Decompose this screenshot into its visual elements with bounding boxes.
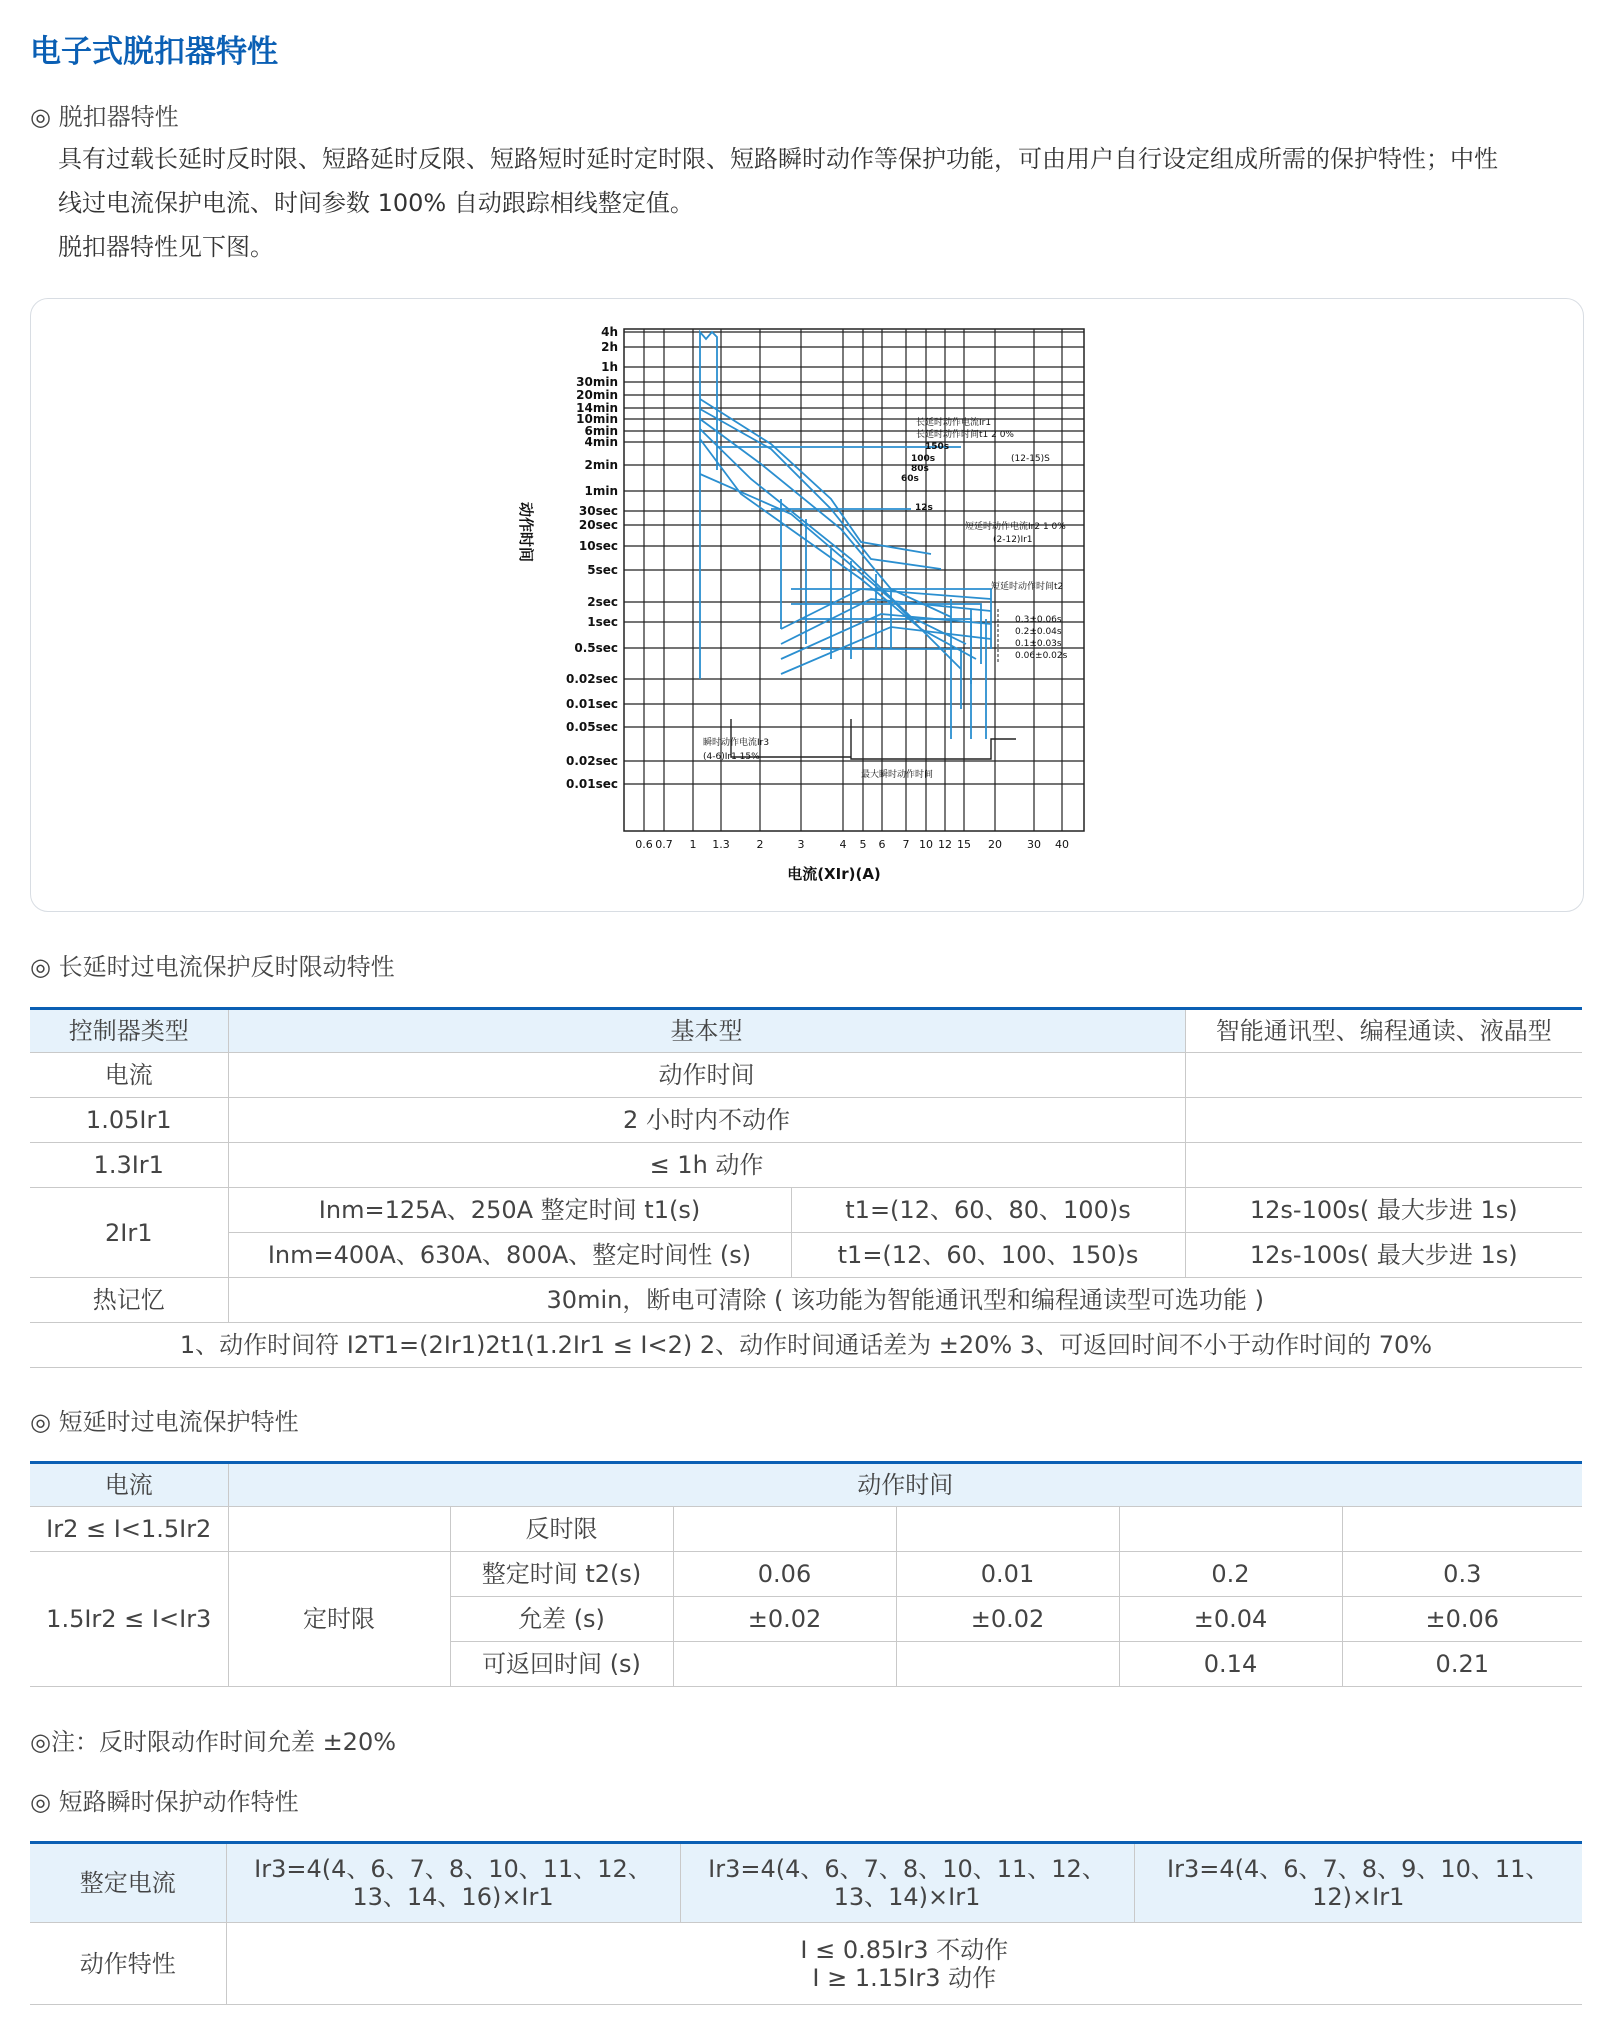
cell-set-time-label: 整定时间 t2(s) [450,1552,673,1597]
cell-empty [1185,1143,1582,1188]
note-text: ◎注：反时限动作时间允差 ±20% [30,1728,397,1756]
short-delay-band [781,614,991,659]
cell-range-definite: 1.5Ir2 ≤ I<Ir3 [30,1552,228,1687]
cell-return-time-label: 可返回时间 (s) [450,1642,673,1687]
cell-range-small: 12s-100s( 最大步进 1s) [1185,1188,1582,1233]
x-tick-label: 1.3 [712,838,730,851]
annotation-range: (12-15)S [1011,454,1050,464]
annotation-short-current: 短延时动作电流Ir2 1 0% [965,522,1066,532]
cell-empty [228,1507,450,1552]
cell-inverse-label: 反时限 [450,1507,673,1552]
cell-return-time-value: 0.14 [1119,1642,1342,1687]
x-tick-label: 0.7 [655,838,673,851]
cell-notes: 1、动作时间符 I2T1=(2Ir1)2t1(1.2Ir1 ≤ I<2) 2、动作时间通话差为 ±20% 3、可返回时间不小于动作时间的 70% [30,1323,1582,1368]
annotation-short-time: 短延时动作时间t2 [991,582,1064,592]
y-tick-label: 1min [584,484,618,498]
y-tick-label: 10sec [578,539,618,553]
header-action-time: 动作时间 [228,1463,1582,1507]
y-tick-label: 1h [601,360,618,374]
long-delay-table [30,1007,1582,1368]
cell-return-time-value: 0.21 [1342,1642,1582,1687]
short-delay-table [30,1461,1582,1687]
y-tick-label: 1sec [587,615,618,629]
section-heading-long-delay: ◎ 长延时过电流保护反时限动特性 [30,953,395,981]
annotation-inst-current: 瞬时动作电流Ir3 [703,738,770,748]
x-tick-label: 2 [756,838,764,851]
x-tick-label: 40 [1055,838,1069,851]
annotation-short-time-3: 0.1±0.03s [1015,639,1062,649]
x-tick-label: 30 [1027,838,1041,851]
x-tick-label: 20 [988,838,1002,851]
cell-empty [1185,1053,1582,1098]
y-tick-label: 5sec [587,563,618,577]
annotation-long-time: 长延时动作时间t1 2 0% [916,430,1014,440]
section-heading-short-delay: ◎ 短延时过电流保护特性 [30,1408,299,1436]
annotation-short-range: (2-12)Ir1 [993,535,1033,545]
annotation-150s: 150s [925,442,950,452]
y-tick-label: 2min [584,458,618,472]
cell-set-time-value: 0.2 [1119,1552,1342,1597]
cell-thermal-memory: 热记忆 [30,1278,228,1323]
annotation-short-time-1: 0.3±0.06s [1015,615,1062,625]
cell-tolerance-label: 允差 (s) [450,1597,673,1642]
cell-current-105: 1.05Ir1 [30,1098,228,1143]
cell-empty [1185,1098,1582,1143]
x-tick-label: 6 [878,838,886,851]
y-tick-label: 0.5sec [574,641,618,655]
y-tick-label: 0.02sec [565,754,618,768]
cell-thermal-memory-desc: 30min，断电可清除 ( 该功能为智能通讯型和编程通读型可选功能 ) [228,1278,1582,1323]
chart-card [30,298,1584,912]
cell-empty [673,1507,896,1552]
description-line-2: 线过电流保护电流、时间参数 100% 自动跟踪相线整定值。 [58,189,694,217]
cell-set-time-value: 0.01 [896,1552,1119,1597]
annotation-short-time-4: 0.06±0.02s [1015,651,1068,661]
cell-current-13: 1.3Ir1 [30,1143,228,1188]
y-tick-label: 2sec [587,595,618,609]
cell-t1-large: t1=(12、60、100、150)s [791,1233,1185,1278]
annotation-short-time-2: 0.2±0.04s [1015,627,1062,637]
chart-grid [624,329,1084,831]
cell-t1-small: t1=(12、60、80、100)s [791,1188,1185,1233]
y-tick-label: 4min [584,435,618,449]
cell-tolerance-value: ±0.02 [673,1597,896,1642]
header-smart-type: 智能通讯型、编程通读、液晶型 [1185,1009,1582,1053]
cell-no-trip-2h: 2 小时内不动作 [228,1098,1185,1143]
cell-tolerance-value: ±0.06 [1342,1597,1582,1642]
description-text [58,137,1578,269]
cell-set-time-value: 0.3 [1342,1552,1582,1597]
x-tick-label: 10 [919,838,933,851]
y-axis-title: 动作时间 [517,501,535,563]
y-tick-label: 0.02sec [565,672,618,686]
annotation-inst-range: (4-6)Ir1 15% [703,752,760,762]
long-delay-start-curve [700,332,717,679]
y-tick-label: 4h [601,325,618,339]
annotation-long-current: 长延时动作电流Ir1 [916,418,992,428]
annotation-80s: 80s [911,464,929,474]
cell-action-characteristic: 动作特性 [30,1923,226,2005]
cell-current-label: 电流 [30,1053,228,1098]
cell-action-time-label: 动作时间 [228,1053,1185,1098]
y-tick-label: 6min [584,424,618,438]
x-tick-label: 7 [902,838,910,851]
header-ir3-option-2: Ir3=4(4、6、7、8、10、11、12、 13、14)×Ir1 [680,1843,1134,1923]
cell-empty [896,1507,1119,1552]
page-title: 电子式脱扣器特性 [30,34,278,70]
long-delay-curve [700,419,951,617]
x-tick-label: 0.6 [635,838,653,851]
cell-action-conditions: I ≤ 0.85Ir3 不动作 I ≥ 1.15Ir3 动作 [226,1923,1582,2005]
cell-empty [1342,1507,1582,1552]
x-tick-label: 1 [689,838,697,851]
cell-range-large: 12s-100s( 最大步进 1s) [1185,1233,1582,1278]
header-set-current: 整定电流 [30,1843,226,1923]
description-line-1: 具有过载长延时反时限、短路延时反限、短路短时延时定时限、短路瞬时动作等保护功能，可由用户自行设定组成所需的保护特性；中性 [58,145,1498,173]
annotation-60s: 60s [901,474,919,484]
cell-definite-label: 定时限 [228,1552,450,1687]
y-tick-label: 30min [576,375,618,389]
y-tick-label: 14min [576,401,618,415]
section-heading-instantaneous: ◎ 短路瞬时保护动作特性 [30,1788,299,1816]
y-tick-label: 0.05sec [565,720,618,734]
cell-return-time-value [896,1642,1119,1687]
x-tick-label: 3 [797,838,805,851]
cell-inm-small: Inm=125A、250A 整定时间 t1(s) [228,1188,791,1233]
header-current: 电流 [30,1463,228,1507]
x-tick-label: 4 [839,838,847,851]
cell-tolerance-value: ±0.02 [896,1597,1119,1642]
description-line-3: 脱扣器特性见下图。 [58,233,274,261]
cell-set-time-value: 0.06 [673,1552,896,1597]
y-tick-label: 0.01sec [565,777,618,791]
x-tick-label: 15 [957,838,971,851]
cell-trip-within-1h: ≤ 1h 动作 [228,1143,1185,1188]
header-controller-type: 控制器类型 [30,1009,228,1053]
x-tick-label: 5 [859,838,867,851]
section-heading-characteristics: ◎ 脱扣器特性 [30,103,179,131]
y-tick-label: 20min [576,388,618,402]
annotation-12s: 12s [915,503,933,513]
cell-range-inverse: Ir2 ≤ I<1.5Ir2 [30,1507,228,1552]
annotation-100s: 100s [911,454,936,464]
header-ir3-option-3: Ir3=4(4、6、7、8、9、10、11、 12)×Ir1 [1134,1843,1582,1923]
cell-return-time-value [673,1642,896,1687]
y-tick-label: 30sec [578,504,618,518]
annotation-max-inst: 最大瞬时动作时间 [861,770,934,780]
header-basic-type: 基本型 [228,1009,1185,1053]
cell-current-2: 2Ir1 [30,1188,228,1278]
instantaneous-table [30,1841,1582,2005]
max-instant-line [851,719,1016,759]
y-tick-label: 20sec [578,518,618,532]
cell-empty [1119,1507,1342,1552]
cell-inm-large: Inm=400A、630A、800A、整定时间性 (s) [228,1233,791,1278]
trip-characteristic-chart [31,299,1583,911]
header-ir3-option-1: Ir3=4(4、6、7、8、10、11、12、 13、14、16)×Ir1 [226,1843,680,1923]
x-axis-title: 电流(XIr)(A) [787,865,881,883]
y-tick-label: 2h [601,340,618,354]
cell-tolerance-value: ±0.04 [1119,1597,1342,1642]
y-tick-label: 10min [576,412,618,426]
x-tick-label: 12 [938,838,952,851]
y-tick-label: 0.01sec [565,697,618,711]
